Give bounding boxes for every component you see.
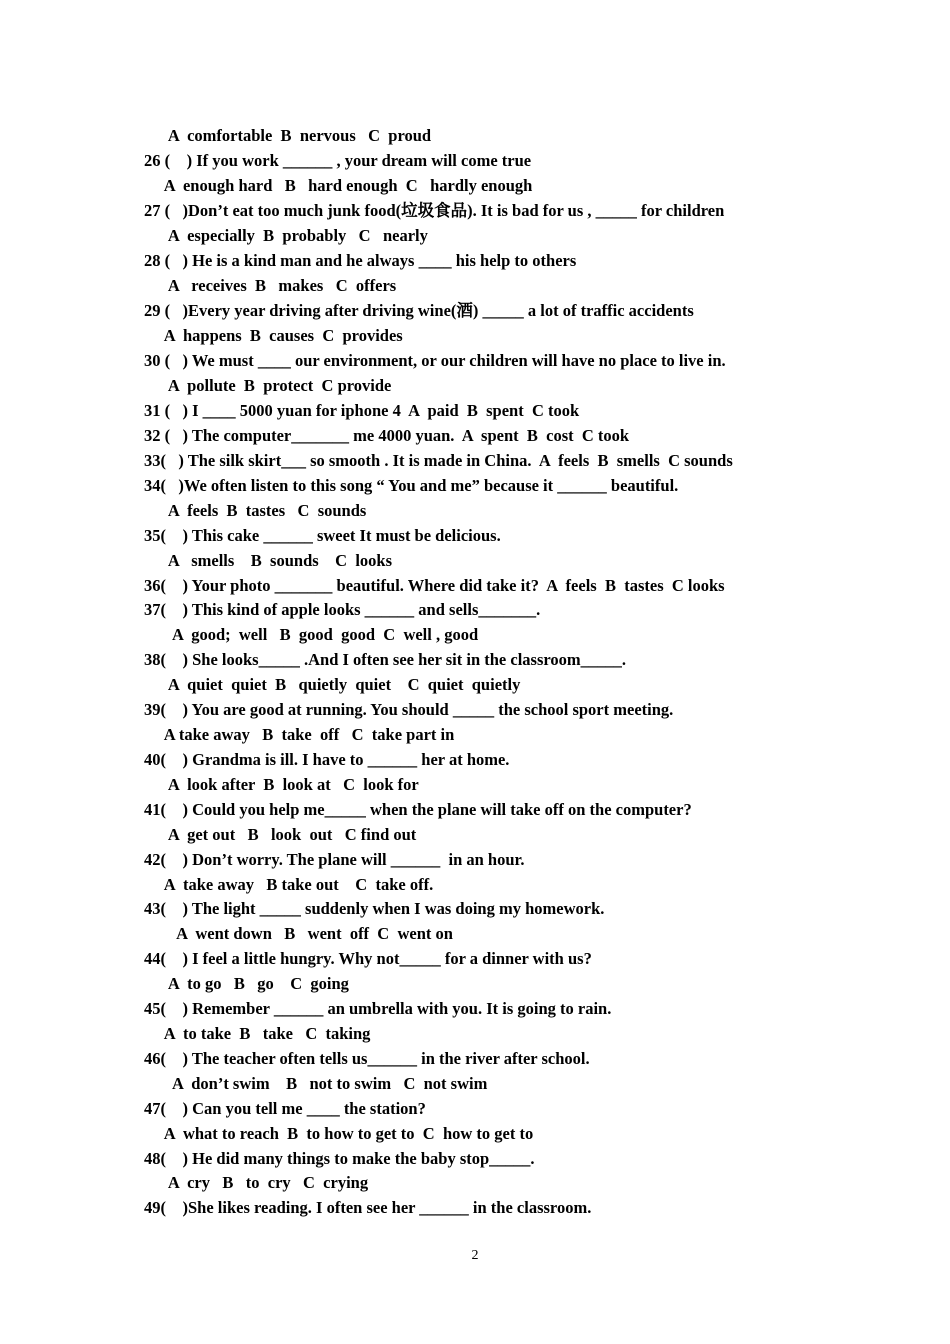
question-47: 47( ) Can you tell me ____ the station?	[144, 1099, 426, 1118]
answer-options: A don’t swim B not to swim C not swim	[144, 1074, 488, 1093]
answer-options: A good; well B good good C well , good	[144, 625, 479, 644]
answer-options: A feels B tastes C sounds	[144, 501, 367, 520]
page-number: 2	[471, 1248, 479, 1263]
answer-options: A take away B take out C take off.	[144, 875, 434, 894]
question-26: 26 ( ) If you work ______ , your dream will come true	[144, 151, 532, 170]
question-40: 40( ) Grandma is ill. I have to ______ her at home.	[144, 750, 510, 769]
answer-options: A happens B causes C provides	[144, 326, 403, 345]
answer-options: A especially B probably C nearly	[144, 226, 428, 245]
question-33: 33( ) The silk skirt___ so smooth . It is made in China. A feels B smells C sounds	[144, 451, 733, 470]
question-31: 31 ( ) I ____ 5000 yuan for iphone 4 A paid B spent C took	[144, 401, 580, 420]
question-39: 39( ) You are good at running. You should _____ the school sport meeting.	[144, 700, 674, 719]
answer-options: A cry B to cry C crying	[144, 1173, 369, 1192]
question-30: 30 ( ) We must ____ our environment, or our children will have no place to live in.	[144, 351, 726, 370]
question-35: 35( ) This cake ______ sweet It must be delicious.	[144, 526, 501, 545]
question-41: 41( ) Could you help me_____ when the plane will take off on the computer?	[144, 800, 692, 819]
answer-options: A to go B go C going	[144, 974, 349, 993]
answer-options: A receives B makes C offers	[144, 276, 397, 295]
question-37: 37( ) This kind of apple looks ______ and sells_______.	[144, 600, 541, 619]
answer-options: A comfortable B nervous C proud	[144, 126, 432, 145]
question-44: 44( ) I feel a little hungry. Why not_____ for a dinner with us?	[144, 949, 592, 968]
question-27: 27 ( )Don’t eat too much junk food(垃圾食品). It is bad for us , _____ for children	[144, 201, 725, 220]
answer-options: A look after B look at C look for	[144, 775, 419, 794]
question-38: 38( ) She looks_____ .And I often see her sit in the classroom_____.	[144, 650, 627, 669]
answer-options: A quiet quiet B quietly quiet C quiet quietly	[144, 675, 521, 694]
answer-options: A what to reach B to how to get to C how to get to	[144, 1124, 534, 1143]
question-42: 42( ) Don’t worry. The plane will ______ in an hour.	[144, 850, 525, 869]
question-29: 29 ( )Every year driving after driving wine(酒) _____ a lot of traffic accidents	[144, 301, 694, 320]
question-46: 46( ) The teacher often tells us______ in the river after school.	[144, 1049, 590, 1068]
answer-options: A went down B went off C went on	[144, 924, 453, 943]
question-48: 48( ) He did many things to make the baby stop_____.	[144, 1149, 535, 1168]
question-49: 49( )She likes reading. I often see her ______ in the classroom.	[144, 1198, 592, 1217]
question-43: 43( ) The light _____ suddenly when I was doing my homework.	[144, 899, 605, 918]
answer-options: A smells B sounds C looks	[144, 551, 393, 570]
question-32: 32 ( ) The computer_______ me 4000 yuan. A spent B cost C took	[144, 426, 630, 445]
answer-options: A take away B take off C take part in	[144, 725, 455, 744]
answer-options: A enough hard B hard enough C hardly enough	[144, 176, 533, 195]
question-34: 34( )We often listen to this song “ You and me” because it ______ beautiful.	[144, 476, 679, 495]
question-45: 45( ) Remember ______ an umbrella with you. It is going to rain.	[144, 999, 612, 1018]
question-28: 28 ( ) He is a kind man and he always ____ his help to others	[144, 251, 577, 270]
answer-options: A to take B take C taking	[144, 1024, 371, 1043]
question-36: 36( ) Your photo _______ beautiful. Where did take it? A feels B tastes C looks	[144, 576, 725, 595]
answer-options: A get out B look out C find out	[144, 825, 417, 844]
answer-options: A pollute B protect C provide	[144, 376, 392, 395]
